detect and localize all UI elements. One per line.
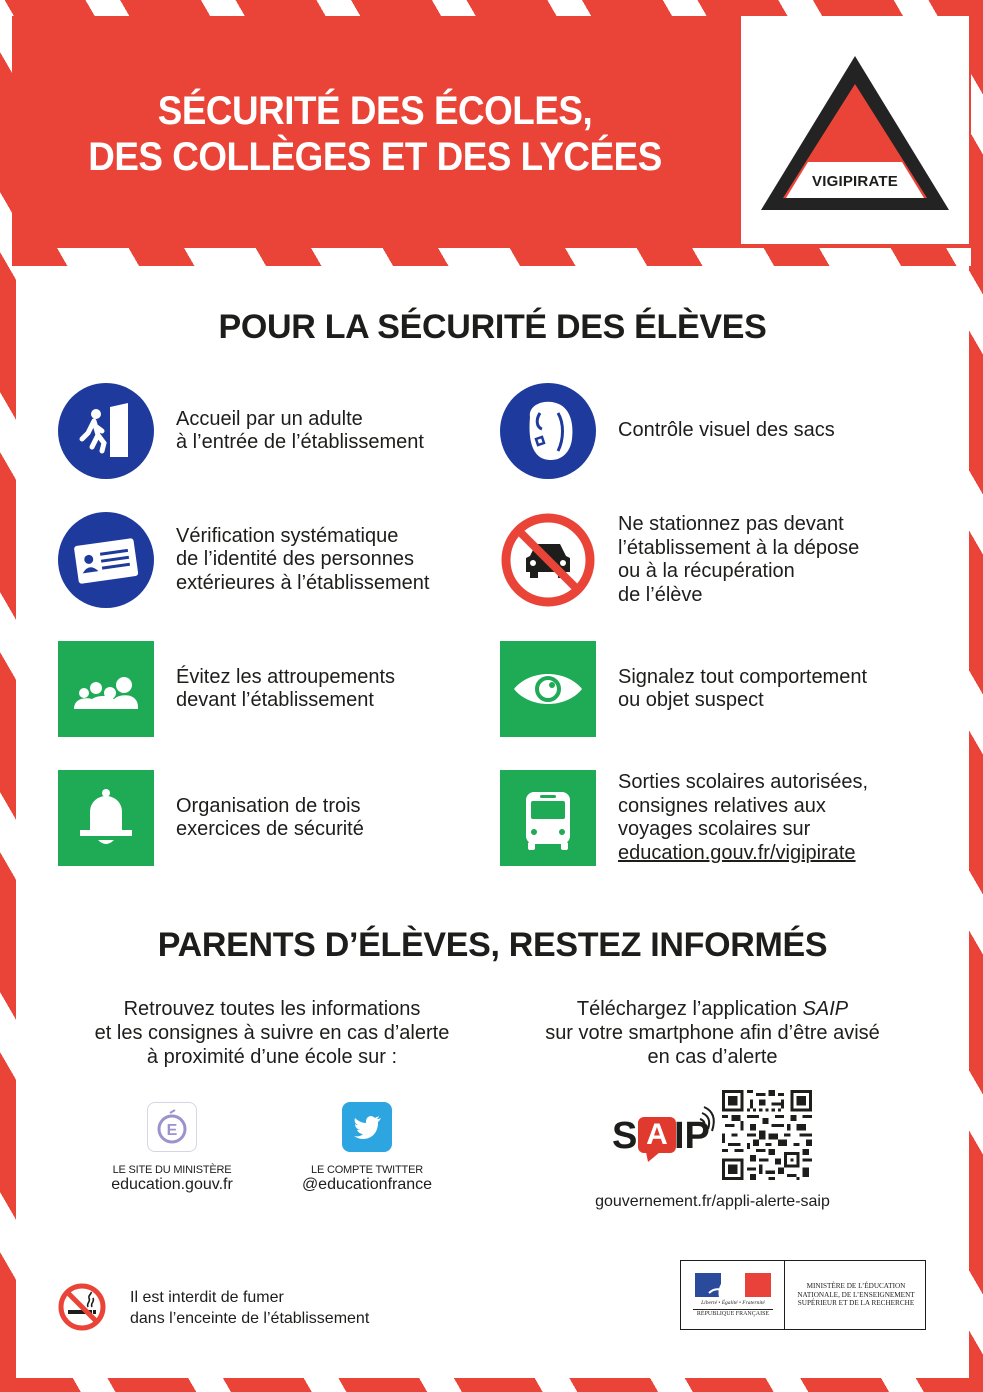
safety-item-adult-welcome [58, 383, 498, 479]
ministry-logo [680, 1260, 926, 1330]
marianne-flag-icon [695, 1273, 771, 1297]
poster-title [58, 88, 693, 180]
info-line-prefix: Téléchargez l’application [576, 998, 803, 1020]
item-text [618, 383, 948, 479]
saip-logo-s: S [612, 1115, 638, 1157]
safety-item-avoid-gatherings [58, 641, 498, 737]
safety-item-security-drills [58, 770, 498, 866]
info-text-left [52, 997, 492, 1069]
item-line: voyages scolaires sur [618, 818, 811, 840]
no-smoking-notice [130, 1287, 369, 1329]
info-line: à proximité d’une école sur : [146, 1046, 398, 1068]
item-text [176, 641, 506, 737]
vigipirate-badge [741, 16, 969, 244]
svg-text:E: E [166, 1122, 178, 1139]
parents-section-title: PARENTS D’ÉLÈVES, RESTEZ INFORMÉS [157, 926, 828, 964]
saip-app-name: SAIP [802, 998, 849, 1020]
item-line: de l’élève [618, 583, 703, 606]
safety-item-no-parking [500, 512, 940, 608]
education-e-icon [147, 1102, 197, 1152]
info-line: et les consignes à suivre en cas d’alerte [94, 1022, 450, 1044]
safety-item-report-suspicious [500, 641, 940, 737]
qr-code-icon[interactable] [722, 1090, 812, 1180]
item-line: consignes relatives aux [618, 794, 826, 817]
ministry-line: MINISTÈRE DE L’ÉDUCATION [806, 1282, 906, 1291]
speech-tail-icon [646, 1152, 660, 1162]
saip-logo-ip: IP [674, 1115, 710, 1157]
saip-logo [610, 1105, 715, 1165]
republique-name: RÉPUBLIQUE FRANÇAISE [693, 1309, 773, 1317]
safety-item-bag-check [500, 383, 940, 479]
safety-item-school-trips [500, 770, 940, 866]
item-text [176, 512, 506, 608]
ministry-site-url[interactable]: education.gouv.fr [111, 1176, 233, 1193]
ministry-name [787, 1261, 925, 1329]
eye-icon [500, 641, 596, 737]
item-text [618, 641, 948, 737]
item-line: l’établissement à la dépose [618, 536, 860, 559]
vigipirate-label: VIGIPIRATE [812, 173, 898, 190]
item-text [618, 770, 948, 866]
twitter-link[interactable] [277, 1102, 457, 1194]
backpack-icon [500, 383, 596, 479]
item-line: de l’identité des personnes [176, 548, 414, 571]
item-line: Évitez les attroupements [176, 665, 395, 688]
twitter-caption: LE COMPTE TWITTER [311, 1164, 423, 1176]
item-line: exercices de sécurité [176, 818, 364, 840]
item-line: ou objet suspect [618, 689, 764, 711]
item-text [176, 383, 506, 479]
notice-line: Il est interdit de fumer [130, 1289, 284, 1306]
info-text-right [500, 997, 925, 1069]
ministry-site-caption: LE SITE DU MINISTÈRE [112, 1164, 232, 1176]
item-line: à l’entrée de l’établissement [176, 431, 424, 453]
saip-logo-a: A [638, 1117, 676, 1153]
saip-url[interactable]: gouvernement.fr/appli-alerte-saip [595, 1193, 830, 1210]
item-line: Ne stationnez pas devant [618, 513, 844, 535]
item-line: Contrôle visuel des sacs [618, 419, 835, 442]
walking-person-door-icon [58, 383, 154, 479]
crowd-icon [58, 641, 154, 737]
bus-icon [500, 770, 596, 866]
item-line: Organisation de trois [176, 794, 361, 817]
republique-motto: Liberté • Égalité • Fraternité [701, 1300, 765, 1306]
ministry-line: SUPÉRIEUR ET DE LA RECHERCHE [797, 1299, 915, 1308]
item-text [176, 770, 506, 866]
id-card-icon [58, 512, 154, 608]
signal-waves-icon [698, 1105, 722, 1135]
no-smoking-icon [58, 1283, 106, 1331]
vigipirate-link[interactable]: education.gouv.fr/vigipirate [618, 841, 856, 864]
ministry-line: NATIONALE, DE L’ENSEIGNEMENT [797, 1290, 915, 1299]
item-text [618, 512, 948, 608]
item-line: Accueil par un adulte [176, 407, 363, 430]
item-line: Signalez tout comportement [618, 665, 868, 688]
header-divider-stripes [12, 248, 971, 266]
info-line: Retrouvez toutes les informations [123, 998, 421, 1020]
item-line: Vérification systématique [176, 524, 399, 547]
item-line: extérieures à l’établissement [176, 571, 430, 594]
item-line: devant l’établissement [176, 689, 374, 711]
info-line [500, 997, 925, 1021]
safety-item-identity-check [58, 512, 498, 608]
item-line: Sorties scolaires autorisées, [618, 771, 869, 793]
item-line: ou à la récupération [618, 560, 795, 582]
vigipirate-triangle-icon [741, 16, 969, 244]
bell-icon [58, 770, 154, 866]
title-line-2: DES COLLÈGES ET DES LYCÉES [88, 135, 662, 179]
title-line-1: SÉCURITÉ DES ÉCOLES, [157, 89, 593, 133]
info-line: sur votre smartphone afin d’être avisé [545, 1022, 880, 1044]
info-line: en cas d’alerte [647, 1046, 778, 1068]
students-section-title: POUR LA SÉCURITÉ DES ÉLÈVES [218, 308, 767, 346]
ministry-site-link[interactable] [82, 1102, 262, 1194]
no-parking-car-icon [500, 512, 596, 608]
notice-line: dans l’enceinte de l’établissement [130, 1310, 370, 1327]
twitter-handle[interactable]: @educationfrance [301, 1176, 433, 1193]
twitter-bird-icon [342, 1102, 392, 1152]
republique-francaise-logo [681, 1261, 785, 1329]
